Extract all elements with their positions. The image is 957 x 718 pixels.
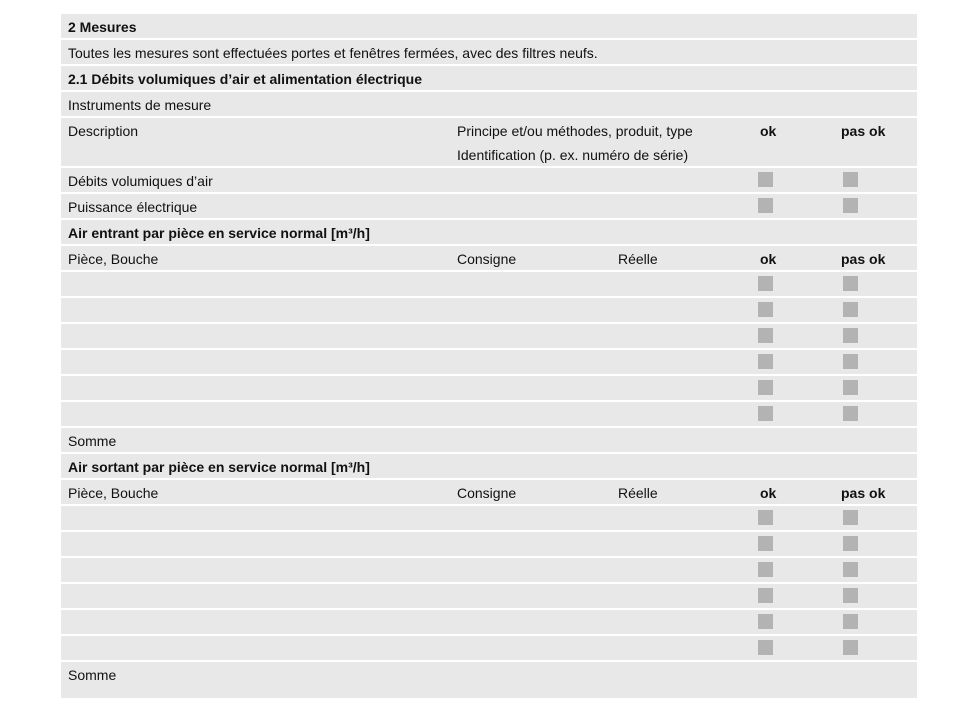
measurement-form <box>61 14 917 698</box>
table-row <box>61 584 917 610</box>
instrument-label: Puissance électrique <box>68 199 198 215</box>
air-entrant-header-row <box>61 246 917 272</box>
table-row <box>61 532 917 558</box>
pas-ok-header: pas ok <box>841 123 886 139</box>
ok-header: ok <box>760 123 777 139</box>
instrument-row-power <box>61 194 917 220</box>
principle-header-line1: Principe et/ou méthodes, produit, type <box>457 123 693 139</box>
ok-checkbox[interactable] <box>758 302 773 317</box>
air-sortant-total-row <box>61 662 917 698</box>
pas-ok-checkbox[interactable] <box>843 640 858 655</box>
consigne-header: Consigne <box>457 251 517 267</box>
pas-ok-checkbox[interactable] <box>843 380 858 395</box>
reelle-header: Réelle <box>618 251 658 267</box>
piece-header: Pièce, Bouche <box>68 485 159 501</box>
table-row <box>61 402 917 428</box>
air-entrant-title: Air entrant par pièce en service normal [m³/h] <box>68 225 370 241</box>
ok-checkbox[interactable] <box>758 354 773 369</box>
air-sortant-header-row <box>61 480 917 506</box>
pas-ok-checkbox[interactable] <box>843 614 858 629</box>
instruments-title-row <box>61 92 917 118</box>
ok-checkbox[interactable] <box>758 198 773 213</box>
ok-checkbox[interactable] <box>758 588 773 603</box>
total-label: Somme <box>68 667 117 683</box>
air-sortant-title-row <box>61 454 917 480</box>
principle-header-line2: Identification (p. ex. numéro de série) <box>457 147 689 163</box>
pas-ok-checkbox[interactable] <box>843 276 858 291</box>
air-sortant-title: Air sortant par pièce en service normal [m³/h] <box>68 459 370 475</box>
consigne-header: Consigne <box>457 485 517 501</box>
description-header: Description <box>68 123 139 139</box>
air-sortant-rows <box>61 506 917 662</box>
pas-ok-checkbox[interactable] <box>843 536 858 551</box>
pas-ok-checkbox[interactable] <box>843 328 858 343</box>
ok-checkbox[interactable] <box>758 172 773 187</box>
pas-ok-checkbox[interactable] <box>843 406 858 421</box>
ok-checkbox[interactable] <box>758 380 773 395</box>
section-title-row <box>61 14 917 40</box>
ok-checkbox[interactable] <box>758 406 773 421</box>
ok-checkbox[interactable] <box>758 328 773 343</box>
intro-row <box>61 40 917 66</box>
ok-header: ok <box>760 251 777 267</box>
air-entrant-title-row <box>61 220 917 246</box>
table-row <box>61 376 917 402</box>
instrument-row-airflow <box>61 168 917 194</box>
air-entrant-total-row <box>61 428 917 454</box>
ok-checkbox[interactable] <box>758 614 773 629</box>
principle-header <box>457 123 693 163</box>
table-row <box>61 298 917 324</box>
pas-ok-checkbox[interactable] <box>843 588 858 603</box>
table-row <box>61 636 917 662</box>
ok-checkbox[interactable] <box>758 510 773 525</box>
pas-ok-checkbox[interactable] <box>843 198 858 213</box>
ok-header: ok <box>760 485 777 501</box>
total-label: Somme <box>68 433 117 449</box>
pas-ok-header: pas ok <box>841 485 886 501</box>
table-row <box>61 350 917 376</box>
instrument-label: Débits volumiques d’air <box>68 173 213 189</box>
pas-ok-checkbox[interactable] <box>843 562 858 577</box>
table-row <box>61 324 917 350</box>
pas-ok-checkbox[interactable] <box>843 354 858 369</box>
table-row <box>61 506 917 532</box>
reelle-header: Réelle <box>618 485 658 501</box>
intro-text: Toutes les mesures sont effectuées portes et fenêtres fermées, avec des filtres neufs. <box>68 45 598 61</box>
instruments-title: Instruments de mesure <box>68 97 212 113</box>
instruments-header-row <box>61 118 917 168</box>
table-row <box>61 558 917 584</box>
table-row <box>61 272 917 298</box>
ok-checkbox[interactable] <box>758 640 773 655</box>
subsection-title: 2.1 Débits volumiques d’air et alimentation électrique <box>68 71 422 87</box>
section-title: 2 Mesures <box>68 19 137 35</box>
piece-header: Pièce, Bouche <box>68 251 159 267</box>
pas-ok-checkbox[interactable] <box>843 302 858 317</box>
table-row <box>61 610 917 636</box>
pas-ok-header: pas ok <box>841 251 886 267</box>
air-entrant-rows <box>61 272 917 428</box>
ok-checkbox[interactable] <box>758 536 773 551</box>
ok-checkbox[interactable] <box>758 276 773 291</box>
pas-ok-checkbox[interactable] <box>843 172 858 187</box>
pas-ok-checkbox[interactable] <box>843 510 858 525</box>
ok-checkbox[interactable] <box>758 562 773 577</box>
subsection-title-row <box>61 66 917 92</box>
